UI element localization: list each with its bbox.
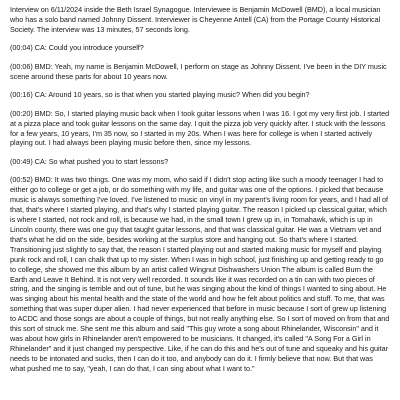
- transcript-paragraph: (00:06) BMD: Yeah, my name is Benjamin McDowell, I perform on stage as Johnny Dissent. I've been in the DIY music scene around these parts for about 10 years now.: [10, 61, 387, 81]
- transcript-paragraph: (00:16) CA: Around 10 years, so is that when you started playing music? When did you begin?: [10, 90, 310, 100]
- transcript-paragraph: (00:49) CA: So what pushed you to start lessons?: [10, 156, 169, 166]
- transcript-header-paragraph: Interview on 6/11/2024 inside the Beth Israel Synagogue. Interviewee is Benjamin McDowell (BMD), a local musician who has a solo band named Johnny Dissent. Interviewer is Cheyenne Antell (CA) from the Portage County Historical Society. The interview was 13 minutes, 57 seconds long.: [10, 5, 381, 34]
- transcript-paragraph: (00:04) CA: Could you introduce yourself?: [10, 43, 144, 53]
- transcript-paragraph: (00:20) BMD: So, I started playing music back when I took guitar lessons when I was 16. I got my very first job. I started at a pizza place and took guitar lessons on the same day. I quit the pizza job very quickly after. I stuck with the lessons for a few years, 10 years, I'm 35 now, so I started in my 20s. When I was here for college is when I started actively playing out. I had always been playing music before then, since my lessons.: [10, 108, 390, 148]
- transcript-paragraph: (00:52) BMD: It was two things. One was my mom, who said if I didn't stop acting like such a moody teenager I had to either go to college or get a job, or do something with my life, and guitar was one of the options. I picked that because music is always something I've loved. I've listened to music on vinyl in my parent's living room for years, and I had all of that, that's where I started playing, and that's why I started playing guitar. The reason I picked up classical guitar, which is where I started, not rock and roll, is because we had, in the small town I grew up in, in Tomahawk, which is up in Lincoln county, there was one guy that taught guitar lessons, and that was classical guitar. He was a Vietnam vet and that's what he did on the side, besides working at the surplus store and hanging out. So that's where I started. Transitioning just slightly to say that, the reason I started playing out and started making music for myself and playing punk rock and roll, I can chalk that up to my sister. When I was in high school, just finishing up and getting ready to go to college, she showed me this album by an artist called Wingnut Dishwashers Union The album is called Burn the Earth and Leave It Behind. It is not very well recorded. It sounds like it was recorded on a tin can with two pieces of string, and the singing is terrible and out of tune, but he was singing about the kind of things I wanted to sing about. He was singing about his mental health and the state of the world and how he felt about politics and stuff. To me, that was something that was super duper alien. I had never experienced that before in music because I sort of grew up listening to ACDC and those songs are about a couple of things, but not really anything else. So I sort of moved on from that and this sort of struck me. She sent me this album and said "This guy wrote a song about Rhinelander, Wisconsin" and it was about how girls in Rhinelander aren't empowered to be musicians. It changed, it's called "A Song For a Girl in Rhinelander" and it just changed my perspective. Like, if he can do this and he's out of tune and squeaky and his guitar needs to be intonated and sucks, then I can do it too, and anybody can do it. I firmly believe that now. But that was what pushed me to say, "yeah, I can do that, I can sing about what I want to.": [10, 175, 390, 373]
